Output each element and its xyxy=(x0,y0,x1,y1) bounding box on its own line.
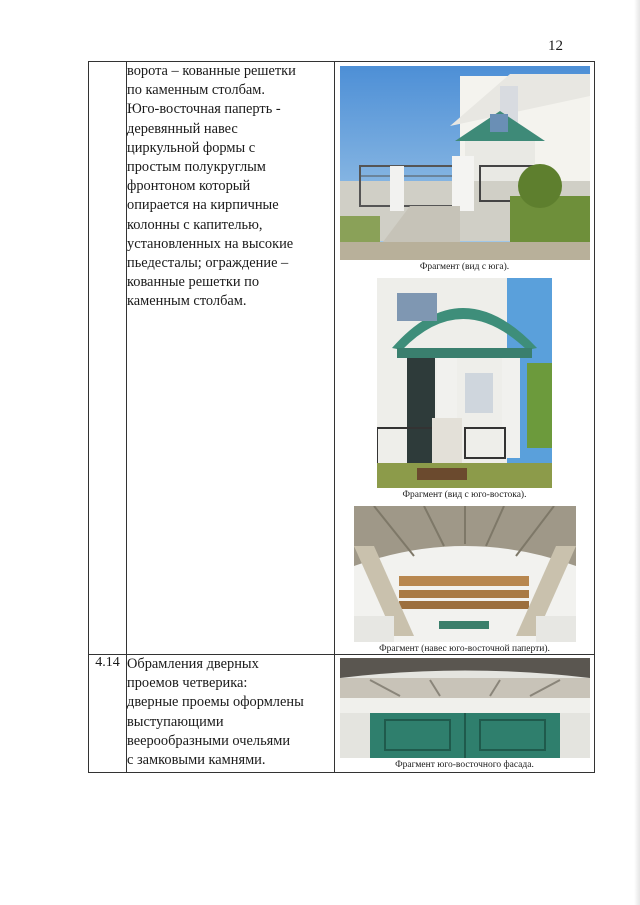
desc-line: деревянный навес xyxy=(127,120,238,137)
row-photos xyxy=(335,62,595,655)
desc-line: Юго-восточная паперть - xyxy=(127,101,281,118)
desc-line: ворота – кованные решетки xyxy=(127,63,296,79)
photo-canopy xyxy=(354,506,576,642)
desc-line: каменным столбам. xyxy=(127,293,247,310)
desc-line: циркульной формы с xyxy=(127,139,256,156)
photo-caption: Фрагмент (вид с юго-востока). xyxy=(402,490,527,500)
desc-line: веерообразными очельями xyxy=(127,732,291,749)
desc-line: дверные проемы оформлены xyxy=(127,694,304,711)
photo-caption: Фрагмент (навес юго-восточной паперти). xyxy=(379,644,550,654)
table-row xyxy=(89,655,595,773)
desc-line: установленных на высокие xyxy=(127,235,294,252)
page-edge xyxy=(634,0,640,905)
photo-caption: Фрагмент (вид с юга). xyxy=(419,262,510,272)
photo-caption: Фрагмент юго-восточного фасада. xyxy=(395,760,534,770)
photo-south-view xyxy=(340,66,590,260)
row-description xyxy=(127,62,335,655)
desc-line: с замковыми камнями. xyxy=(127,752,266,769)
desc-line: Обрамления дверных xyxy=(127,656,259,672)
row-number xyxy=(89,62,127,655)
row-photos xyxy=(335,655,595,773)
row-description xyxy=(127,655,335,773)
desc-line: кованные решетки по xyxy=(127,274,260,291)
desc-line: пьедесталы; ограждение – xyxy=(127,255,289,272)
desc-line: простым полукруглым xyxy=(127,159,266,176)
photo-southeast-facade xyxy=(340,658,590,758)
desc-line: выступающими xyxy=(127,713,224,730)
desc-line: проемов четверика: xyxy=(127,675,248,692)
desc-line: опирается на кирпичные xyxy=(127,197,279,214)
desc-line: колонны с капителью, xyxy=(127,216,263,233)
row-number: 4.14 xyxy=(89,655,127,773)
desc-line: фронтоном который xyxy=(127,178,251,195)
page-number: 12 xyxy=(548,38,563,54)
desc-line: по каменным столбам. xyxy=(127,82,266,99)
photo-southeast-view xyxy=(377,278,552,488)
table-row xyxy=(89,62,595,655)
heritage-table xyxy=(88,61,595,773)
